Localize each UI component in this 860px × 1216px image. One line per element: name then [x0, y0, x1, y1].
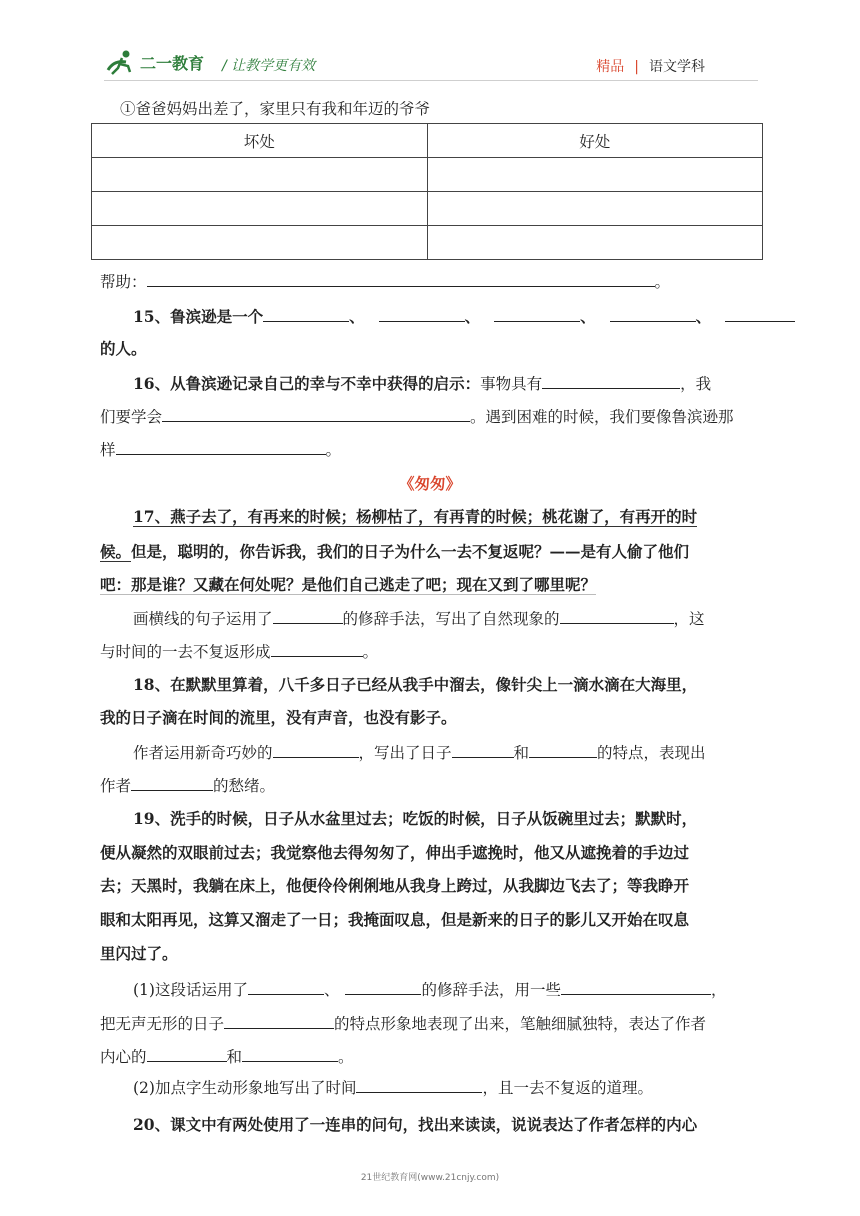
q18-line2: 我的日子滴在时间的流里，没有声音，也没有影子。: [100, 708, 457, 727]
q16-text: 。遇到困难的时候，我们要像鲁滨逊那: [470, 408, 734, 426]
blank[interactable]: [147, 1045, 227, 1062]
q18-text: ，写出了日子: [358, 744, 452, 762]
sep: 、: [323, 981, 340, 999]
period: 。: [325, 441, 342, 459]
q15-text: 15、鲁滨逊是一个: [133, 307, 264, 326]
q19-text: ，且一去不复返的道理。: [482, 1079, 653, 1097]
q19-line3: 去；天黑时，我躺在床上，他便伶伶俐俐地从我身上跨过，从我脚边飞去了；等我睁开: [100, 876, 690, 895]
blank[interactable]: [131, 774, 213, 791]
q18-text: 的特点，表现出: [597, 744, 706, 762]
q19-line5: 里闪过了。: [100, 944, 178, 963]
underlined-text: 17、燕子去了，有再来的时候；杨柳枯了，有再青的时候；桃花谢了，有再开的时: [133, 507, 698, 526]
q16-text: 们要学会: [100, 408, 163, 426]
table-cell[interactable]: [427, 158, 763, 192]
q19-line2: 便从凝然的双眼前过去；我觉察他去得匆匆了，伸出手遮挽时，他又从遮挽着的手边过: [100, 843, 690, 862]
q19-sub1b: [100, 1012, 762, 1035]
header-separator: |: [634, 59, 639, 75]
q20-line1: 20、课文中有两处使用了一连串的问句，找出来读读，说说表达了作者怎样的内心: [133, 1115, 698, 1134]
q19-line1: 19、洗手的时候，日子从水盆里过去；吃饭的时候，日子从饭碗里过去；默默时，: [133, 809, 698, 828]
badge: 精品: [596, 59, 625, 75]
slogan: / 让教学更有效: [222, 58, 316, 74]
q17-question: [133, 607, 762, 630]
q18-question2: [100, 774, 762, 797]
table-cell[interactable]: [427, 192, 763, 226]
q18-text: 作者运用新奇巧妙的: [133, 744, 273, 762]
q18-text: 和: [513, 744, 530, 762]
blank[interactable]: [529, 741, 597, 758]
q17-line2: [100, 541, 762, 563]
q19-text: 的修辞手法，用一些: [421, 981, 561, 999]
q16-line3: [100, 438, 762, 461]
q16-text: 事物具有: [480, 375, 543, 393]
section-title: 《匆匆》: [398, 474, 461, 493]
q16-text: 16、从鲁滨逊记录自己的幸与不幸中获得的启示：: [133, 374, 481, 393]
underlined-text: 候。: [100, 542, 132, 561]
help-label: 帮助：: [100, 273, 147, 291]
blank[interactable]: [147, 270, 655, 287]
period: 。: [362, 643, 379, 661]
q19-text: 的特点形象地表现了出来，笔触细腻独特，表达了作者: [334, 1015, 707, 1033]
table-cell[interactable]: [92, 226, 428, 260]
help-line: [100, 270, 762, 293]
blank[interactable]: [725, 305, 795, 322]
sep: 、: [349, 307, 365, 326]
q17-text: 吧：那是谁？又藏在何处呢？是他们自己逃走了吧；现在又到了哪里呢？: [100, 575, 597, 594]
q17-text: 的修辞手法，写出了自然现象的: [342, 610, 560, 628]
q16-text: 样: [100, 441, 116, 459]
blank[interactable]: [379, 305, 465, 322]
table-cell[interactable]: [92, 192, 428, 226]
table-header-good: 好处: [427, 124, 763, 158]
q16-line1: [133, 372, 762, 395]
blank[interactable]: [345, 978, 421, 995]
blank[interactable]: [542, 372, 680, 389]
period: 。: [338, 1048, 354, 1066]
blank[interactable]: [271, 640, 363, 657]
subject: 语文学科: [649, 59, 705, 75]
q16-text: ，我: [680, 375, 712, 393]
q19-text: 和: [226, 1048, 243, 1066]
period: 。: [654, 273, 671, 291]
blank[interactable]: [452, 741, 514, 758]
table-cell[interactable]: [427, 226, 763, 260]
q19-text: 内心的: [100, 1048, 147, 1066]
blank[interactable]: [561, 978, 711, 995]
table-cell[interactable]: [92, 158, 428, 192]
q18-text: 的愁绪。: [213, 777, 276, 795]
logo-text: 二一教育: [140, 54, 205, 73]
q17-text: 画横线的句子运用了: [133, 610, 273, 628]
q15: [133, 305, 762, 328]
header-right: [596, 56, 705, 76]
blank[interactable]: [494, 305, 580, 322]
q17-text: ，这: [673, 610, 705, 628]
q18-question: [133, 741, 762, 764]
blank[interactable]: [610, 305, 696, 322]
q18-text: 作者: [100, 777, 132, 795]
q17-question2: [100, 640, 762, 663]
blank[interactable]: [248, 978, 324, 995]
table-header-bad: 坏处: [92, 124, 428, 158]
logo: [104, 46, 214, 78]
q19-sub1c: [100, 1045, 762, 1068]
blank[interactable]: [356, 1076, 482, 1093]
q15-end: 的人。: [100, 339, 147, 358]
q19-text: (1)这段话运用了: [133, 981, 248, 999]
blank[interactable]: [116, 438, 326, 455]
sep: 、: [580, 307, 596, 326]
sep: 、: [695, 307, 712, 326]
q19-sub2: [133, 1076, 762, 1099]
blank[interactable]: [273, 607, 343, 624]
header-divider: [104, 80, 758, 81]
q19-line4: 眼和太阳再见，这算又溜走了一日；我掩面叹息，但是新来的日子的影儿又开始在叹息: [100, 910, 690, 929]
sep: 、: [464, 307, 481, 326]
blank[interactable]: [162, 405, 470, 422]
footer: 21世纪教育网(www.21cnjy.com): [360, 1173, 500, 1183]
q17-text: 与时间的一去不复返形成: [100, 643, 271, 661]
q19-sub1: [133, 978, 762, 1001]
q19-text: (2)加点字生动形象地写出了时间: [133, 1079, 357, 1097]
answer-table: [91, 123, 763, 260]
blank[interactable]: [560, 607, 674, 624]
q19-text: ，: [711, 981, 727, 999]
blank[interactable]: [242, 1045, 338, 1062]
q16-line2: [100, 405, 762, 428]
q17-line1: [133, 506, 762, 528]
q17-text: 但是，聪明的，你告诉我，我们的日子为什么一去不复返呢？——是有人偷了他们: [131, 542, 690, 561]
blank[interactable]: [273, 741, 359, 758]
q-intro: ①爸爸妈妈出差了，家里只有我和年迈的爷爷: [120, 100, 431, 118]
blank[interactable]: [263, 305, 349, 322]
q17-line3: [100, 574, 762, 596]
blank[interactable]: [224, 1012, 334, 1029]
q18-line1: 18、在默默里算着，八千多日子已经从我手中溜去，像针尖上一滴水滴在大海里，: [133, 675, 698, 694]
q19-text: 把无声无形的日子: [100, 1015, 225, 1033]
